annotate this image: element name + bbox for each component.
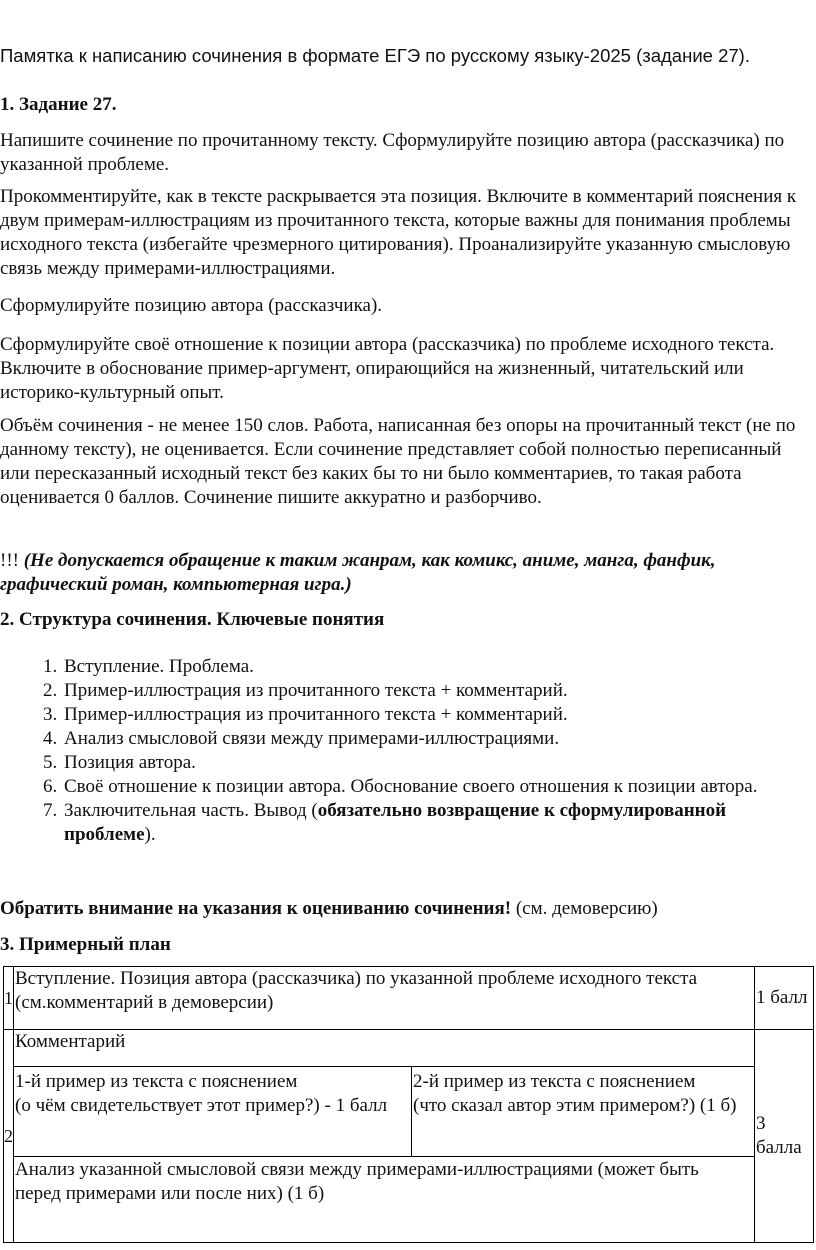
plan-table (3, 966, 814, 1243)
page-title: Памятка к написанию сочинения в формате ЕГЭ по русскому языку-2025 (задание 27). (0, 45, 750, 66)
score-cell: 3 балла (755, 1030, 814, 1243)
task-paragraph-4: Сформулируйте своё отношение к позиции автора (рассказчика) по проблеме исходного текста. Включите в обоснование пример-аргумент, опирающийся на жизненный, читательский или историко-культурный опыт. (0, 334, 775, 403)
task-paragraph-1: Напишите сочинение по прочитанному тексту. Сформулируйте позицию автора (рассказчика) по указанной проблеме. (0, 130, 785, 175)
list-item: 6. Своё отношение к позиции автора. Обоснование своего отношения к позиции автора. (62, 775, 802, 799)
comment-label-cell: Комментарий (14, 1030, 755, 1067)
structure-list (0, 655, 802, 847)
row-number: 2 (4, 1030, 14, 1243)
table-row (4, 1157, 814, 1243)
example2-cell: 2-й пример из текста с пояснением (что сказал автор этим примером?) (1 б) (412, 1067, 755, 1157)
conclusion-emphasis: обязательно возвращение к сформулированной проблеме (64, 800, 727, 845)
table-row (4, 967, 814, 1030)
warning-prefix: !!! (0, 550, 24, 571)
list-item: 5. Позиция автора. (62, 751, 802, 775)
section2-heading: 2. Структура сочинения. Ключевые понятия (0, 609, 385, 630)
section3-heading: 3. Примерный план (0, 934, 171, 955)
example1-cell: 1-й пример из текста с пояснением (о чём свидетельствует этот пример?) - 1 балл (14, 1067, 412, 1157)
table-row (4, 1067, 814, 1157)
section1-heading: 1. Задание 27. (0, 94, 117, 115)
table-row (4, 1030, 814, 1067)
warning-text: (Не допускается обращение к таким жанрам, как комикс, аниме, манга, фанфик, графический роман, компьютерная игра.) (0, 550, 716, 595)
task-paragraph-5: Объём сочинения - не менее 150 слов. Работа, написанная без опоры на прочитанный текст (не по данному тексту), не оценивается. Если сочинение представляет собой полностью переписанный или пересказанный исходный текст без каких бы то ни было комментариев, то такая работа оценивается 0 баллов. Сочинение пишите аккуратно и разборчиво. (0, 415, 796, 508)
task-paragraph-3: Сформулируйте позицию автора (рассказчика). (0, 295, 383, 316)
list-item: 4. Анализ смысловой связи между примерами-иллюстрациями. (62, 727, 802, 751)
list-item: 1. Вступление. Проблема. (62, 655, 802, 679)
row-number: 1 (4, 967, 14, 1030)
grading-note: Обратить внимание на указания к оцениванию сочинения! (см. демоверсию) (0, 898, 658, 919)
analysis-cell: Анализ указанной смысловой связи между примерами-иллюстрациями (может быть перед примерами или после них) (1 б) (14, 1157, 755, 1243)
list-item: 7. Заключительная часть. Вывод (обязательно возвращение к сформулированной проблеме). (62, 799, 802, 847)
genre-warning (0, 549, 800, 597)
score-cell: 1 балл (755, 967, 814, 1030)
list-item: 3. Пример-иллюстрация из прочитанного текста + комментарий. (62, 703, 802, 727)
plan-intro-cell: Вступление. Позиция автора (рассказчика) по указанной проблеме исходного текста (см.комментарий в демоверсии) (14, 967, 755, 1030)
list-item: 2. Пример-иллюстрация из прочитанного текста + комментарий. (62, 679, 802, 703)
task-paragraph-2: Прокомментируйте, как в тексте раскрывается эта позиция. Включите в комментарий пояснения к двум примерам-иллюстрациям из прочитанного текста, которые важны для понимания проблемы исходного текста (избегайте чрезмерного цитирования). Проанализируйте указанную смысловую связь между примерами-иллюстрациями. (0, 186, 797, 279)
